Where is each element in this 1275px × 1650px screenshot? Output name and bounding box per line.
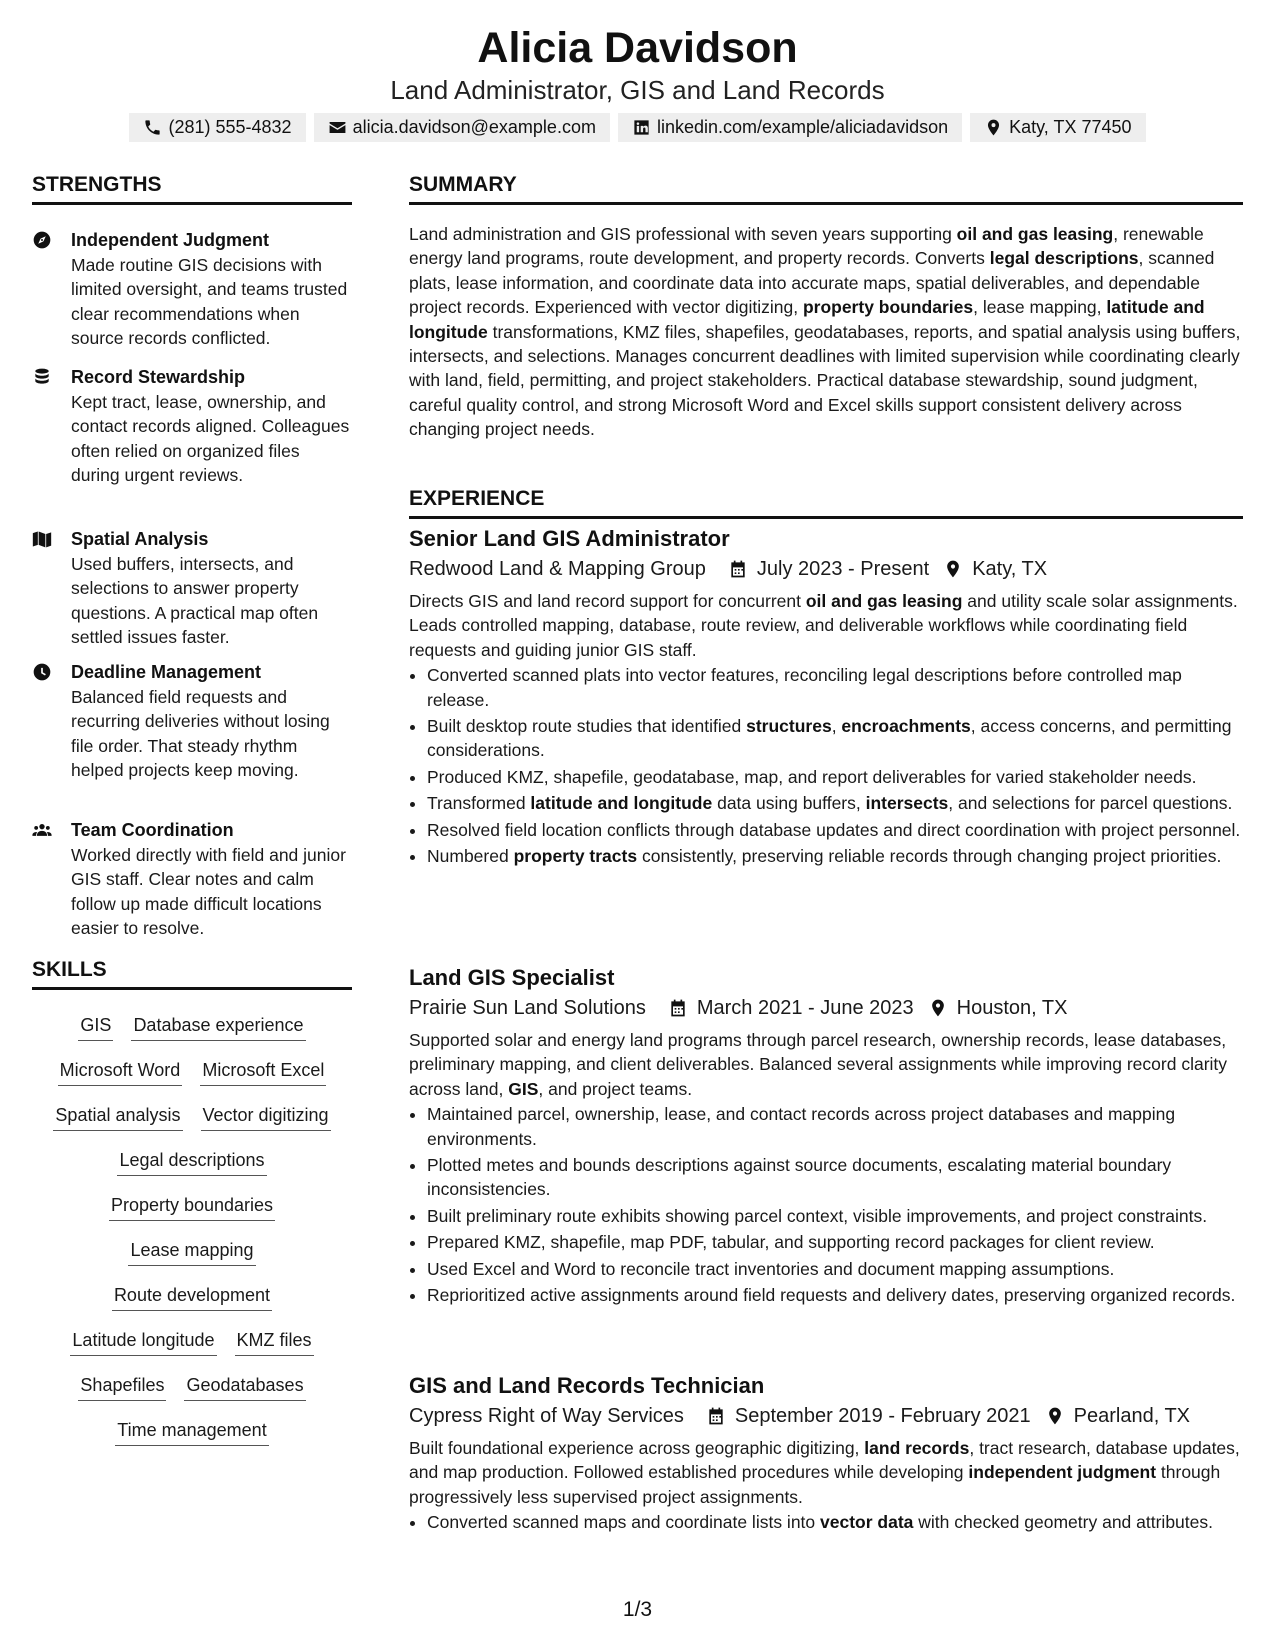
linkedin-icon	[632, 118, 651, 137]
map-pin-icon	[1045, 1406, 1065, 1426]
strength-title: Spatial Analysis	[71, 529, 209, 549]
job-entry	[409, 1372, 1243, 1537]
emphasis-text: legal descriptions	[989, 248, 1139, 269]
skill-tag: Property boundaries	[109, 1193, 275, 1221]
strength-title: Record Stewardship	[71, 367, 246, 387]
bullet-item	[427, 663, 1243, 712]
body-text: Built desktop route studies that identified	[427, 716, 747, 737]
experience-heading: EXPERIENCE	[409, 486, 1243, 519]
skill-tag: Geodatabases	[184, 1373, 305, 1401]
job-meta	[409, 1403, 1243, 1429]
job-company: Cypress Right of Way Services	[409, 1405, 684, 1427]
skills-heading: SKILLS	[32, 957, 352, 990]
strength-title: Team Coordination	[71, 820, 234, 840]
strength-title: Independent Judgment	[71, 230, 269, 250]
skill-tag: Spatial analysis	[53, 1103, 182, 1131]
bullet-item	[427, 765, 1243, 789]
emphasis-text: property tracts	[513, 846, 638, 867]
body-text: Prepared KMZ, shapefile, map PDF, tabular, and supporting record packages for client review.	[427, 1232, 1155, 1253]
body-text: Built preliminary route exhibits showing parcel context, visible improvements, and project constraints.	[427, 1205, 1208, 1226]
calendar-icon	[668, 998, 688, 1018]
body-text: Directs GIS and land record support for concurrent	[409, 591, 806, 611]
page-number: 1/3	[622, 1598, 653, 1621]
skill-tag: GIS	[78, 1013, 113, 1041]
bullet-item	[427, 714, 1243, 763]
strength-desc: Kept tract, lease, ownership, and contact records aligned. Colleagues often relied on organized files during urgent reviews.	[71, 392, 350, 486]
job-company: Prairie Sun Land Solutions	[409, 997, 646, 1019]
phone-icon	[143, 118, 162, 137]
skill-tag: Route development	[112, 1283, 272, 1311]
map-pin-icon	[928, 998, 948, 1018]
skill-tag: Latitude longitude	[70, 1328, 216, 1356]
contact-phone[interactable]	[129, 113, 305, 142]
bullet-item	[427, 1257, 1243, 1281]
skill-row	[32, 1283, 352, 1328]
skill-tag: Microsoft Word	[58, 1058, 183, 1086]
body-text: transformations, KMZ files, shapefiles, geodatabases, reports, and spatial analysis using buffers, intersects, and selections. Manages concurrent deadlines with limited supervision while coordinating clearly with land, field, permitting, and project stakeholders. Practical database stewardship, sound judgment, careful quality control, and strong Microsoft Word and Excel skills support consistent delivery across changing project needs.	[409, 321, 1241, 440]
body-text: , tract research, database updates, and map production. Followed established procedures while developing	[409, 1438, 1240, 1483]
job-entry	[409, 525, 1243, 870]
body-text: , lease mapping,	[973, 297, 1107, 318]
skill-row	[32, 1013, 352, 1058]
compass-icon	[32, 230, 52, 250]
bullet-item	[427, 1153, 1243, 1202]
body-text: , access concerns, and permitting considerations.	[427, 716, 1232, 761]
skill-row	[32, 1418, 352, 1463]
skill-tag: KMZ files	[235, 1328, 314, 1356]
strength-desc: Balanced field requests and recurring deliveries without losing file order. That steady rhythm helped projects keep moving.	[71, 687, 330, 781]
bullet-item	[427, 818, 1243, 842]
strength-item	[32, 660, 352, 783]
emphasis-text: oil and gas leasing	[956, 224, 1114, 244]
contact-email[interactable]	[314, 113, 610, 142]
job-description	[409, 589, 1243, 662]
job-entry	[409, 964, 1243, 1309]
job-location: Pearland, TX	[1073, 1405, 1191, 1427]
strength-item	[32, 818, 352, 941]
job-bullets	[409, 663, 1243, 868]
map-pin-icon	[984, 118, 1003, 137]
job-title: Senior Land GIS Administrator	[409, 526, 730, 551]
job-description	[409, 1028, 1243, 1101]
job-meta	[409, 556, 1243, 582]
body-text: Supported solar and energy land programs through parcel research, ownership records, lease databases, preliminary mapping, and client deliverables. Balanced several assignments while improving record clarity across land,	[409, 1030, 1228, 1099]
calendar-icon	[728, 559, 748, 579]
skill-tag: Vector digitizing	[201, 1103, 331, 1131]
job-dates: July 2023 - Present	[756, 558, 930, 580]
skill-tag: Lease mapping	[128, 1238, 255, 1266]
strength-item	[32, 365, 352, 488]
emphasis-text: latitude and longitude	[530, 793, 713, 814]
body-text: Resolved field location conflicts through database updates and direct coordination with project personnel.	[427, 819, 1241, 840]
body-text: Numbered	[427, 846, 514, 867]
body-text: , scanned plats, lease information, and coordinate data into accurate maps, spatial deliverables, and dependable project records. Experienced with vector digitizing,	[409, 248, 1215, 318]
envelope-icon	[328, 118, 347, 137]
emphasis-text: GIS	[508, 1078, 539, 1099]
body-text: through progressively less supervised project assignments.	[409, 1462, 1221, 1507]
emphasis-text: land records	[864, 1438, 970, 1458]
strength-desc: Worked directly with field and junior GIS staff. Clear notes and calm follow up made difficult locations easier to resolve.	[71, 845, 346, 939]
skill-row	[32, 1148, 352, 1193]
body-text: Converted scanned maps and coordinate lists into	[427, 1512, 821, 1533]
skill-row	[32, 1238, 352, 1283]
emphasis-text: encroachments	[841, 716, 971, 737]
bullet-item	[427, 844, 1243, 868]
body-text: consistently, preserving reliable records through changing project priorities.	[637, 846, 1222, 867]
contact-linkedin[interactable]	[618, 113, 962, 142]
emphasis-text: property boundaries	[802, 297, 974, 318]
strength-item	[32, 527, 352, 650]
bullet-item	[427, 1510, 1243, 1534]
job-location: Katy, TX	[972, 558, 1048, 580]
contact-linkedin-text: linkedin.com/example/aliciadavidson	[656, 117, 949, 137]
body-text: Reprioritized active assignments around field requests and delivery dates, preserving organized records.	[427, 1285, 1236, 1306]
body-text: ,	[831, 716, 842, 737]
skill-row	[32, 1103, 352, 1148]
bullet-item	[427, 791, 1243, 815]
skill-tag: Shapefiles	[78, 1373, 166, 1401]
users-icon	[32, 820, 52, 840]
job-dates: March 2021 - June 2023	[696, 997, 914, 1019]
calendar-icon	[706, 1406, 726, 1426]
skill-tag: Database experience	[131, 1013, 305, 1041]
body-text: Transformed	[427, 793, 531, 814]
body-text: Land administration and GIS professional with seven years supporting	[409, 224, 957, 244]
job-bullets	[409, 1510, 1243, 1534]
job-dates: September 2019 - February 2021	[734, 1405, 1031, 1427]
job-company: Redwood Land & Mapping Group	[409, 558, 706, 580]
job-title: GIS and Land Records Technician	[409, 1373, 765, 1398]
body-text: Produced KMZ, shapefile, geodatabase, map, and report deliverables for varied stakeholder needs.	[427, 766, 1197, 787]
skill-row	[32, 1058, 352, 1103]
body-text: Built foundational experience across geographic digitizing,	[409, 1438, 865, 1458]
bullet-item	[427, 1102, 1243, 1151]
clock-icon	[32, 662, 52, 682]
contact-phone-text: (281) 555-4832	[168, 117, 292, 137]
bullet-item	[427, 1230, 1243, 1254]
body-text: Maintained parcel, ownership, lease, and contact records across project databases and mapping environments.	[427, 1104, 1176, 1149]
job-title: Land GIS Specialist	[409, 965, 615, 990]
strength-desc: Made routine GIS decisions with limited oversight, and teams trusted clear recommendations when source records conflicted.	[71, 255, 348, 349]
skill-row	[32, 1373, 352, 1418]
emphasis-text: oil and gas leasing	[805, 591, 963, 611]
contact-email-text: alicia.davidson@example.com	[352, 117, 596, 137]
body-text: , renewable energy land programs, route development, and property records. Converts	[409, 224, 1204, 269]
contact-bar	[0, 113, 1275, 142]
skill-tag: Microsoft Excel	[200, 1058, 326, 1086]
job-meta	[409, 995, 1243, 1021]
contact-location-text: Katy, TX 77450	[1009, 117, 1132, 137]
body-text: with checked geometry and attributes.	[913, 1512, 1213, 1533]
bullet-item	[427, 1283, 1243, 1307]
emphasis-text: independent judgment	[968, 1462, 1157, 1483]
skill-tag: Legal descriptions	[117, 1148, 266, 1176]
bullet-item	[427, 1204, 1243, 1228]
skill-tag: Time management	[115, 1418, 268, 1446]
candidate-title: Land Administrator, GIS and Land Records	[390, 75, 885, 105]
database-icon	[32, 367, 52, 387]
map-icon	[32, 529, 52, 549]
job-bullets	[409, 1102, 1243, 1307]
emphasis-text: latitude and longitude	[409, 297, 1205, 342]
body-text: and utility scale solar assignments. Leads controlled mapping, database, route review, and deliverable workflows while coordinating field requests and guiding junior GIS staff.	[409, 591, 1238, 660]
body-text: Used Excel and Word to reconcile tract inventories and document mapping assumptions.	[427, 1258, 1115, 1279]
strength-item	[32, 228, 352, 351]
body-text: Converted scanned plats into vector features, reconciling legal descriptions before controlled map release.	[427, 665, 1182, 710]
body-text: , and selections for parcel questions.	[948, 793, 1233, 814]
contact-location	[970, 113, 1145, 142]
job-description	[409, 1436, 1243, 1509]
emphasis-text: structures	[746, 716, 832, 737]
strength-title: Deadline Management	[71, 662, 262, 682]
summary-text	[409, 222, 1243, 442]
skill-row	[32, 1328, 352, 1373]
map-pin-icon	[943, 559, 963, 579]
strengths-heading: STRENGTHS	[32, 172, 352, 205]
emphasis-text: intersects	[865, 793, 949, 814]
skill-row	[32, 1193, 352, 1238]
candidate-name: Alicia Davidson	[477, 24, 798, 72]
body-text: , and project teams.	[538, 1078, 693, 1099]
job-location: Houston, TX	[956, 997, 1068, 1019]
summary-heading: SUMMARY	[409, 172, 1243, 205]
skills-list	[32, 1013, 352, 1463]
strength-desc: Used buffers, intersects, and selections to answer property questions. A practical map often settled issues faster.	[71, 554, 319, 648]
body-text: Plotted metes and bounds descriptions against source documents, escalating material boundary inconsistencies.	[427, 1155, 1172, 1200]
body-text: data using buffers,	[712, 793, 866, 814]
emphasis-text: vector data	[820, 1512, 914, 1533]
